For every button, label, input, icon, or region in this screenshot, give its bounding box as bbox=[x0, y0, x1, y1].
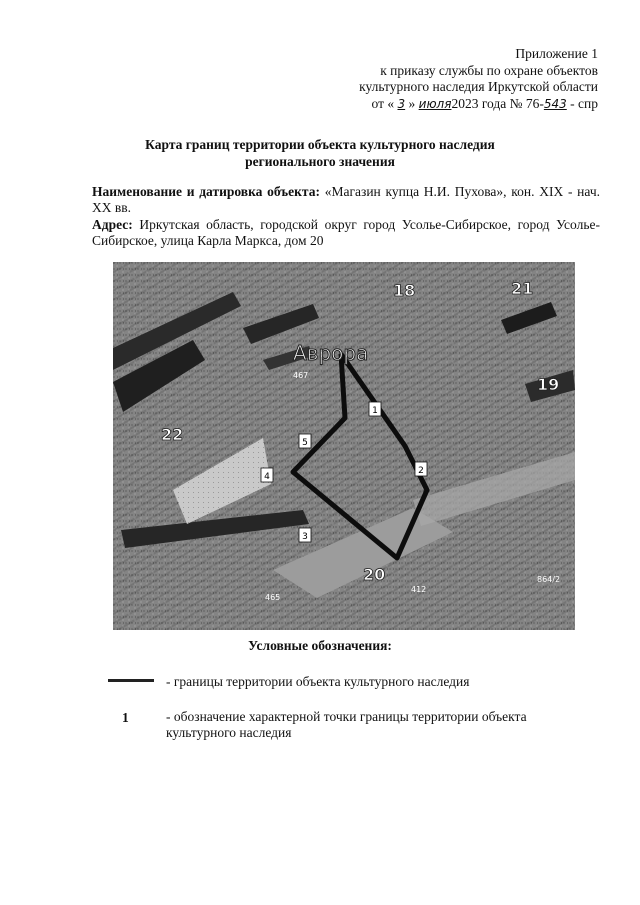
appendix-date-line bbox=[359, 96, 598, 113]
order-number: 543 bbox=[543, 96, 567, 111]
building-number-21: 21 bbox=[511, 279, 534, 298]
svg-text:1: 1 bbox=[372, 406, 378, 416]
boundary-point-3 bbox=[299, 528, 311, 542]
object-address-value: Иркутская область, городской округ город Усолье-Сибирское, город Усолье-Сибирское, улица Карла Маркса, дом 20 bbox=[92, 217, 601, 248]
legend-boundary-line-symbol bbox=[108, 679, 154, 682]
building-number-19: 19 bbox=[537, 375, 560, 394]
appendix-line1: Приложение 1 bbox=[515, 46, 598, 61]
object-address-label: Адрес: bbox=[92, 217, 133, 232]
boundary-point-4 bbox=[261, 468, 273, 482]
svg-text:5: 5 bbox=[302, 438, 308, 448]
map-canvas bbox=[113, 262, 575, 630]
boundary-point-5 bbox=[299, 434, 311, 448]
appendix-line2: к приказу службы по охране объектов bbox=[380, 62, 598, 78]
building-number-20: 20 bbox=[363, 565, 386, 584]
aerial-map bbox=[113, 262, 575, 630]
order-suffix: - спр bbox=[570, 95, 598, 111]
date-month: июля bbox=[418, 96, 452, 111]
object-name-value: «Магазин купца Н.И. Пухова», кон. XIX - нач. XX вв. bbox=[92, 184, 601, 215]
title-line1: Карта границ территории объекта культурного наследия bbox=[145, 137, 495, 152]
building-number-18: 18 bbox=[393, 281, 416, 300]
date-prefix: от « bbox=[371, 95, 395, 111]
appendix-line3: культурного наследия Иркутской области bbox=[359, 79, 598, 94]
date-year: 2023 года № 76- bbox=[451, 95, 544, 111]
parcel-label-864-2: 864/2 bbox=[537, 575, 561, 584]
object-name-row bbox=[92, 184, 600, 216]
svg-text:3: 3 bbox=[302, 532, 308, 542]
object-name-label: Наименование и датировка объекта: bbox=[92, 184, 320, 199]
document-title bbox=[0, 136, 640, 170]
boundary-point-1 bbox=[369, 402, 381, 416]
boundary-point-2 bbox=[415, 462, 427, 476]
svg-text:2: 2 bbox=[418, 466, 424, 476]
svg-text:4: 4 bbox=[264, 472, 270, 482]
place-label-avrora: Аврора bbox=[293, 341, 369, 365]
object-info bbox=[92, 184, 600, 250]
building-number-22: 22 bbox=[161, 425, 184, 444]
object-address-row bbox=[92, 217, 600, 249]
title-line2: регионального значения bbox=[245, 154, 395, 169]
parcel-label-465: 465 bbox=[265, 593, 281, 602]
appendix-header bbox=[359, 46, 598, 112]
legend-point-number: 1 bbox=[122, 710, 129, 725]
date-day: 3 bbox=[397, 96, 406, 111]
legend-point-text: - обозначение характерной точки границы территории объекта культурного наследия bbox=[166, 709, 527, 740]
parcel-label-412: 412 bbox=[411, 585, 427, 594]
parcel-label-467: 467 bbox=[293, 371, 309, 380]
date-mid: » bbox=[408, 95, 416, 111]
legend-title: Условные обозначения: bbox=[248, 638, 392, 653]
legend-boundary-line-text: - границы территории объекта культурного наследия bbox=[166, 674, 470, 689]
